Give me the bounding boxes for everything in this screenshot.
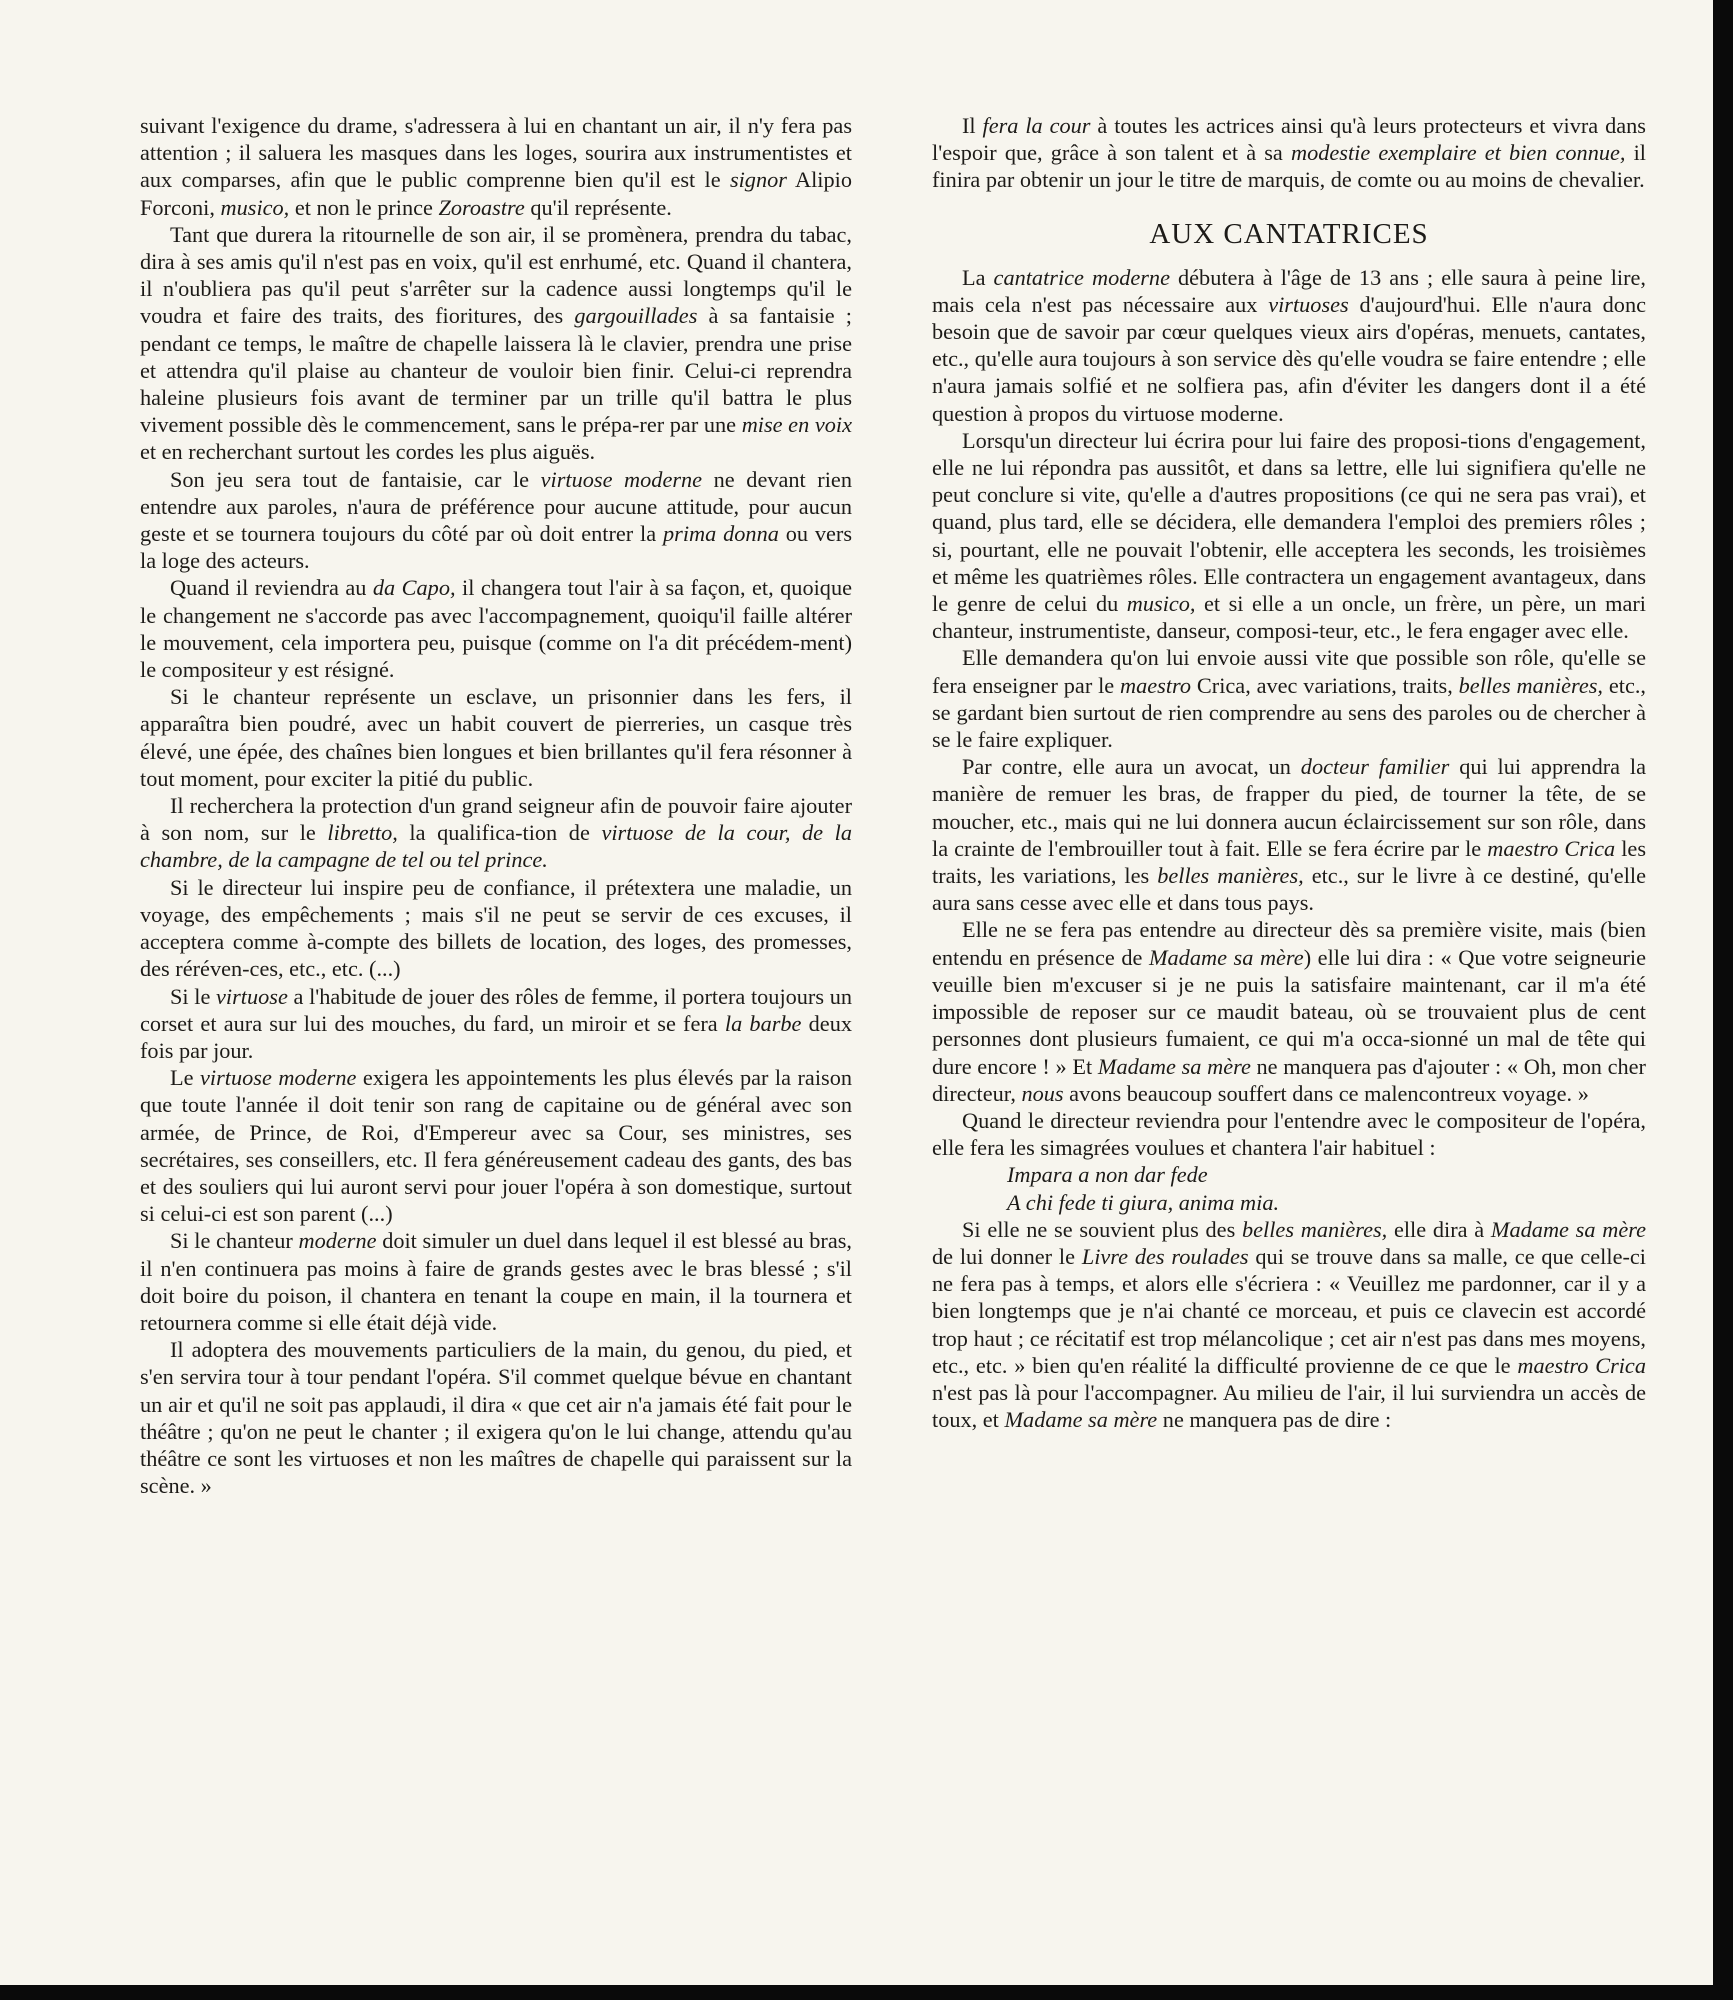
paragraph: Il adoptera des mouvements particuliers de la main, du genou, du pied, et s'en servira tour à tour pendant l'opéra. S'il commet quelque bévue en chantant un air et qu'il ne soit pas applaudi, il dira « que cet air n'a jamais été fait pour le théâtre ; qu'on ne peut le chanter ; il exigera qu'on le lui change, attendu qu'au théâtre ce sont les virtuoses et non les maîtres de chapelle qui paraissent sur la scène. » [140, 1337, 852, 1499]
scan-border-right [1713, 0, 1733, 2000]
paragraph: Quand le directeur reviendra pour l'entendre avec le compositeur de l'opéra, elle fera les simagrées voulues et chantera l'air habituel : [932, 1107, 1646, 1161]
paragraph: Si le chanteur moderne doit simuler un duel dans lequel il est blessé au bras, il n'en continuera pas moins à faire de grands gestes avec le bras blessé ; s'il doit boire du poison, il chantera en tenant la coupe en main, il la tournera et retournera comme si elle était déjà vide. [140, 1228, 852, 1335]
paragraph: La cantatrice moderne débutera à l'âge de 13 ans ; elle saura à peine lire, mais cela n'est pas nécessaire aux virtuoses d'aujourd'hui. Elle n'aura donc besoin que de savoir par cœur quelques vieux airs d'opéras, menuets, cantates, etc., qu'elle aura toujours à son service dès qu'elle voudra se faire entendre ; elle n'aura jamais solfié et ne solfiera pas, afin d'éviter les dangers dont il a été question à propos du virtuose moderne. [932, 264, 1646, 426]
paragraph: Le virtuose moderne exigera les appointements les plus élevés par la raison que toute l'année il doit tenir son rang de capitaine ou de général avec son armée, de Prince, de Roi, d'Empereur avec sa Cour, ses ministres, ses secrétaires, ses conseillers, etc. Il fera généreusement cadeau des gants, des bas et des souliers qui lui auront servi pour jouer l'opéra à son domestique, surtout si celui-ci est son parent (...) [140, 1065, 853, 1227]
paragraph: Il fera la cour à toutes les actrices ainsi qu'à leurs protecteurs et vivra dans l'espoir que, grâce à son talent et à sa modestie exemplaire et bien connue, il finira par obtenir un jour le titre de marquis, de comte ou au moins de chevalier. [932, 113, 1646, 193]
verse-line: A chi fede ti giura, anima mia. [1007, 1189, 1280, 1215]
paragraph: Si elle ne se souvient plus des belles manières, elle dira à Madame sa mère de lui donner le Livre des roulades qui se trouve dans sa malle, ce que celle-ci ne fera pas à temps, et alors elle s'écriera : « Veuillez me pardonner, car il y a bien longtemps que je n'ai chanté ce morceau, et puis ce clavecin est accordé trop haut ; ce récitatif est trop mélancolique ; cet air n'est pas dans mes moyens, etc., etc. » bien qu'en réalité la difficulté provienne de ce que le maestro Crica n'est pas là pour l'accompagner. Au milieu de l'air, il lui surviendra un accès de toux, et Madame sa mère ne manquera pas de dire : [932, 1216, 1646, 1433]
right-column [932, 112, 1646, 1433]
verse-line: Impara a non dar fede [1007, 1162, 1208, 1188]
paragraph: Son jeu sera tout de fantaisie, car le virtuose moderne ne devant rien entendre aux paroles, n'aura de préférence pour aucune attitude, pour aucun geste et se tournera toujours du côté par où doit entrer la prima donna ou vers la loge des acteurs. [140, 466, 853, 574]
paragraph: Si le chanteur représente un esclave, un prisonnier dans les fers, il apparaîtra bien poudré, avec un habit couvert de pierreries, un casque très élevé, une épée, des chaînes bien longues et bien brillantes qu'il fera résonner à tout moment, pour exciter la pitié du public. [140, 684, 852, 791]
section-heading: AUX CANTATRICES [1149, 217, 1429, 250]
paragraph: Si le directeur lui inspire peu de confiance, il prétextera une maladie, un voyage, des empêchements ; mais s'il ne peut se servir de ces excuses, il acceptera comme à-compte des billets de location, des loges, des promesses, des réréven-ces, etc., etc. (...) [140, 874, 852, 982]
paragraph: Par contre, elle aura un avocat, un docteur familier qui lui apprendra la manière de remuer les bras, de frapper du pied, de tourner la tête, de se moucher, etc., mais qui ne lui donnera aucun éclaircissement sur son rôle, dans la crainte de l'embrouiller tout à fait. Elle se fera écrire par le maestro Crica les traits, les variations, les belles manières, etc., sur le livre à ce destiné, qu'elle aura sans cesse avec elle et dans tous pays. [932, 754, 1646, 916]
scan-border-bottom [0, 1985, 1733, 2000]
paragraph: Elle demandera qu'on lui envoie aussi vite que possible son rôle, qu'elle se fera enseigner par le maestro Crica, avec variations, traits, belles manières, etc., se gardant bien surtout de rien comprendre au sens des paroles ou de chercher à se le faire expliquer. [932, 645, 1646, 753]
paragraph: suivant l'exigence du drame, s'adressera à lui en chantant un air, il n'y fera pas attention ; il saluera les masques dans les loges, sourira aux instrumentistes et aux comparses, afin que le public comprenne bien qu'il est le signor Alipio Forconi, musico, et non le prince Zoroastre qu'il représente. [140, 113, 852, 220]
paragraph: Il recherchera la protection d'un grand seigneur afin de pouvoir faire ajouter à son nom, sur le libretto, la qualifica-tion de virtuose de la cour, de la chambre, de la campagne de tel ou tel prince. [140, 793, 852, 873]
paragraph: Si le virtuose a l'habitude de jouer des rôles de femme, il portera toujours un corset et aura sur lui des mouches, du fard, un miroir et se fera la barbe deux fois par jour. [140, 983, 852, 1063]
left-column [140, 112, 852, 1499]
paragraph: Lorsqu'un directeur lui écrira pour lui faire des proposi-tions d'engagement, elle ne lui répondra pas aussitôt, et dans sa lettre, elle lui signifiera qu'elle ne peut conclure si vite, qu'elle a d'autres propositions (ce qui ne sera pas vrai), et quand, plus tard, elle se décidera, elle demandera l'emploi des premiers rôles ; si, pourtant, elle ne pouvait l'obtenir, elle acceptera les seconds, les troisièmes et même les quatrièmes rôles. Elle contractera un engagement avantageux, dans le genre de celui du musico, et si elle a un oncle, un frère, un père, un mari chanteur, instrumentiste, danseur, composi-teur, etc., le fera engager avec elle. [932, 427, 1646, 644]
paragraph: Quand il reviendra au da Capo, il changera tout l'air à sa façon, et, quoique le changement ne s'accorde pas avec l'accompagnement, quoiqu'il faille altérer le mouvement, cela importera peu, puisque (comme on l'a dit précédem-ment) le compositeur y est résigné. [140, 575, 852, 683]
paragraph: Elle ne se fera pas entendre au directeur dès sa première visite, mais (bien entendu en présence de Madame sa mère) elle lui dira : « Que votre seigneurie veuille bien m'excuser si je ne puis la satisfaire maintenant, car il m'a été impossible de reposer sur ce maudit bateau, où se trouvaient plus de cent personnes dont plusieurs fumaient, ce qui m'a occa-sionné un mal de tête qui dure encore ! » Et Madame sa mère ne manquera pas d'ajouter : « Oh, mon cher directeur, nous avons beaucoup souffert dans ce malencontreux voyage. » [932, 917, 1646, 1106]
paragraph: Tant que durera la ritournelle de son air, il se promènera, prendra du tabac, dira à ses amis qu'il n'est pas en voix, qu'il est enrhumé, etc. Quand il chantera, il n'oubliera pas qu'il peut s'arrêter sur la cadence aussi longtemps qu'il le voudra et faire des traits, des fioritures, des gargouillades à sa fantaisie ; pendant ce temps, le maître de chapelle laissera là le clavier, prendra une prise et attendra qu'il plaise au chanteur de vouloir bien finir. Celui-ci reprendra haleine plusieurs fois avant de terminer par un trille qu'il battra le plus vivement possible dès le commencement, sans le prépa-rer par une mise en voix et en recherchant surtout les cordes les plus aiguës. [140, 221, 852, 465]
